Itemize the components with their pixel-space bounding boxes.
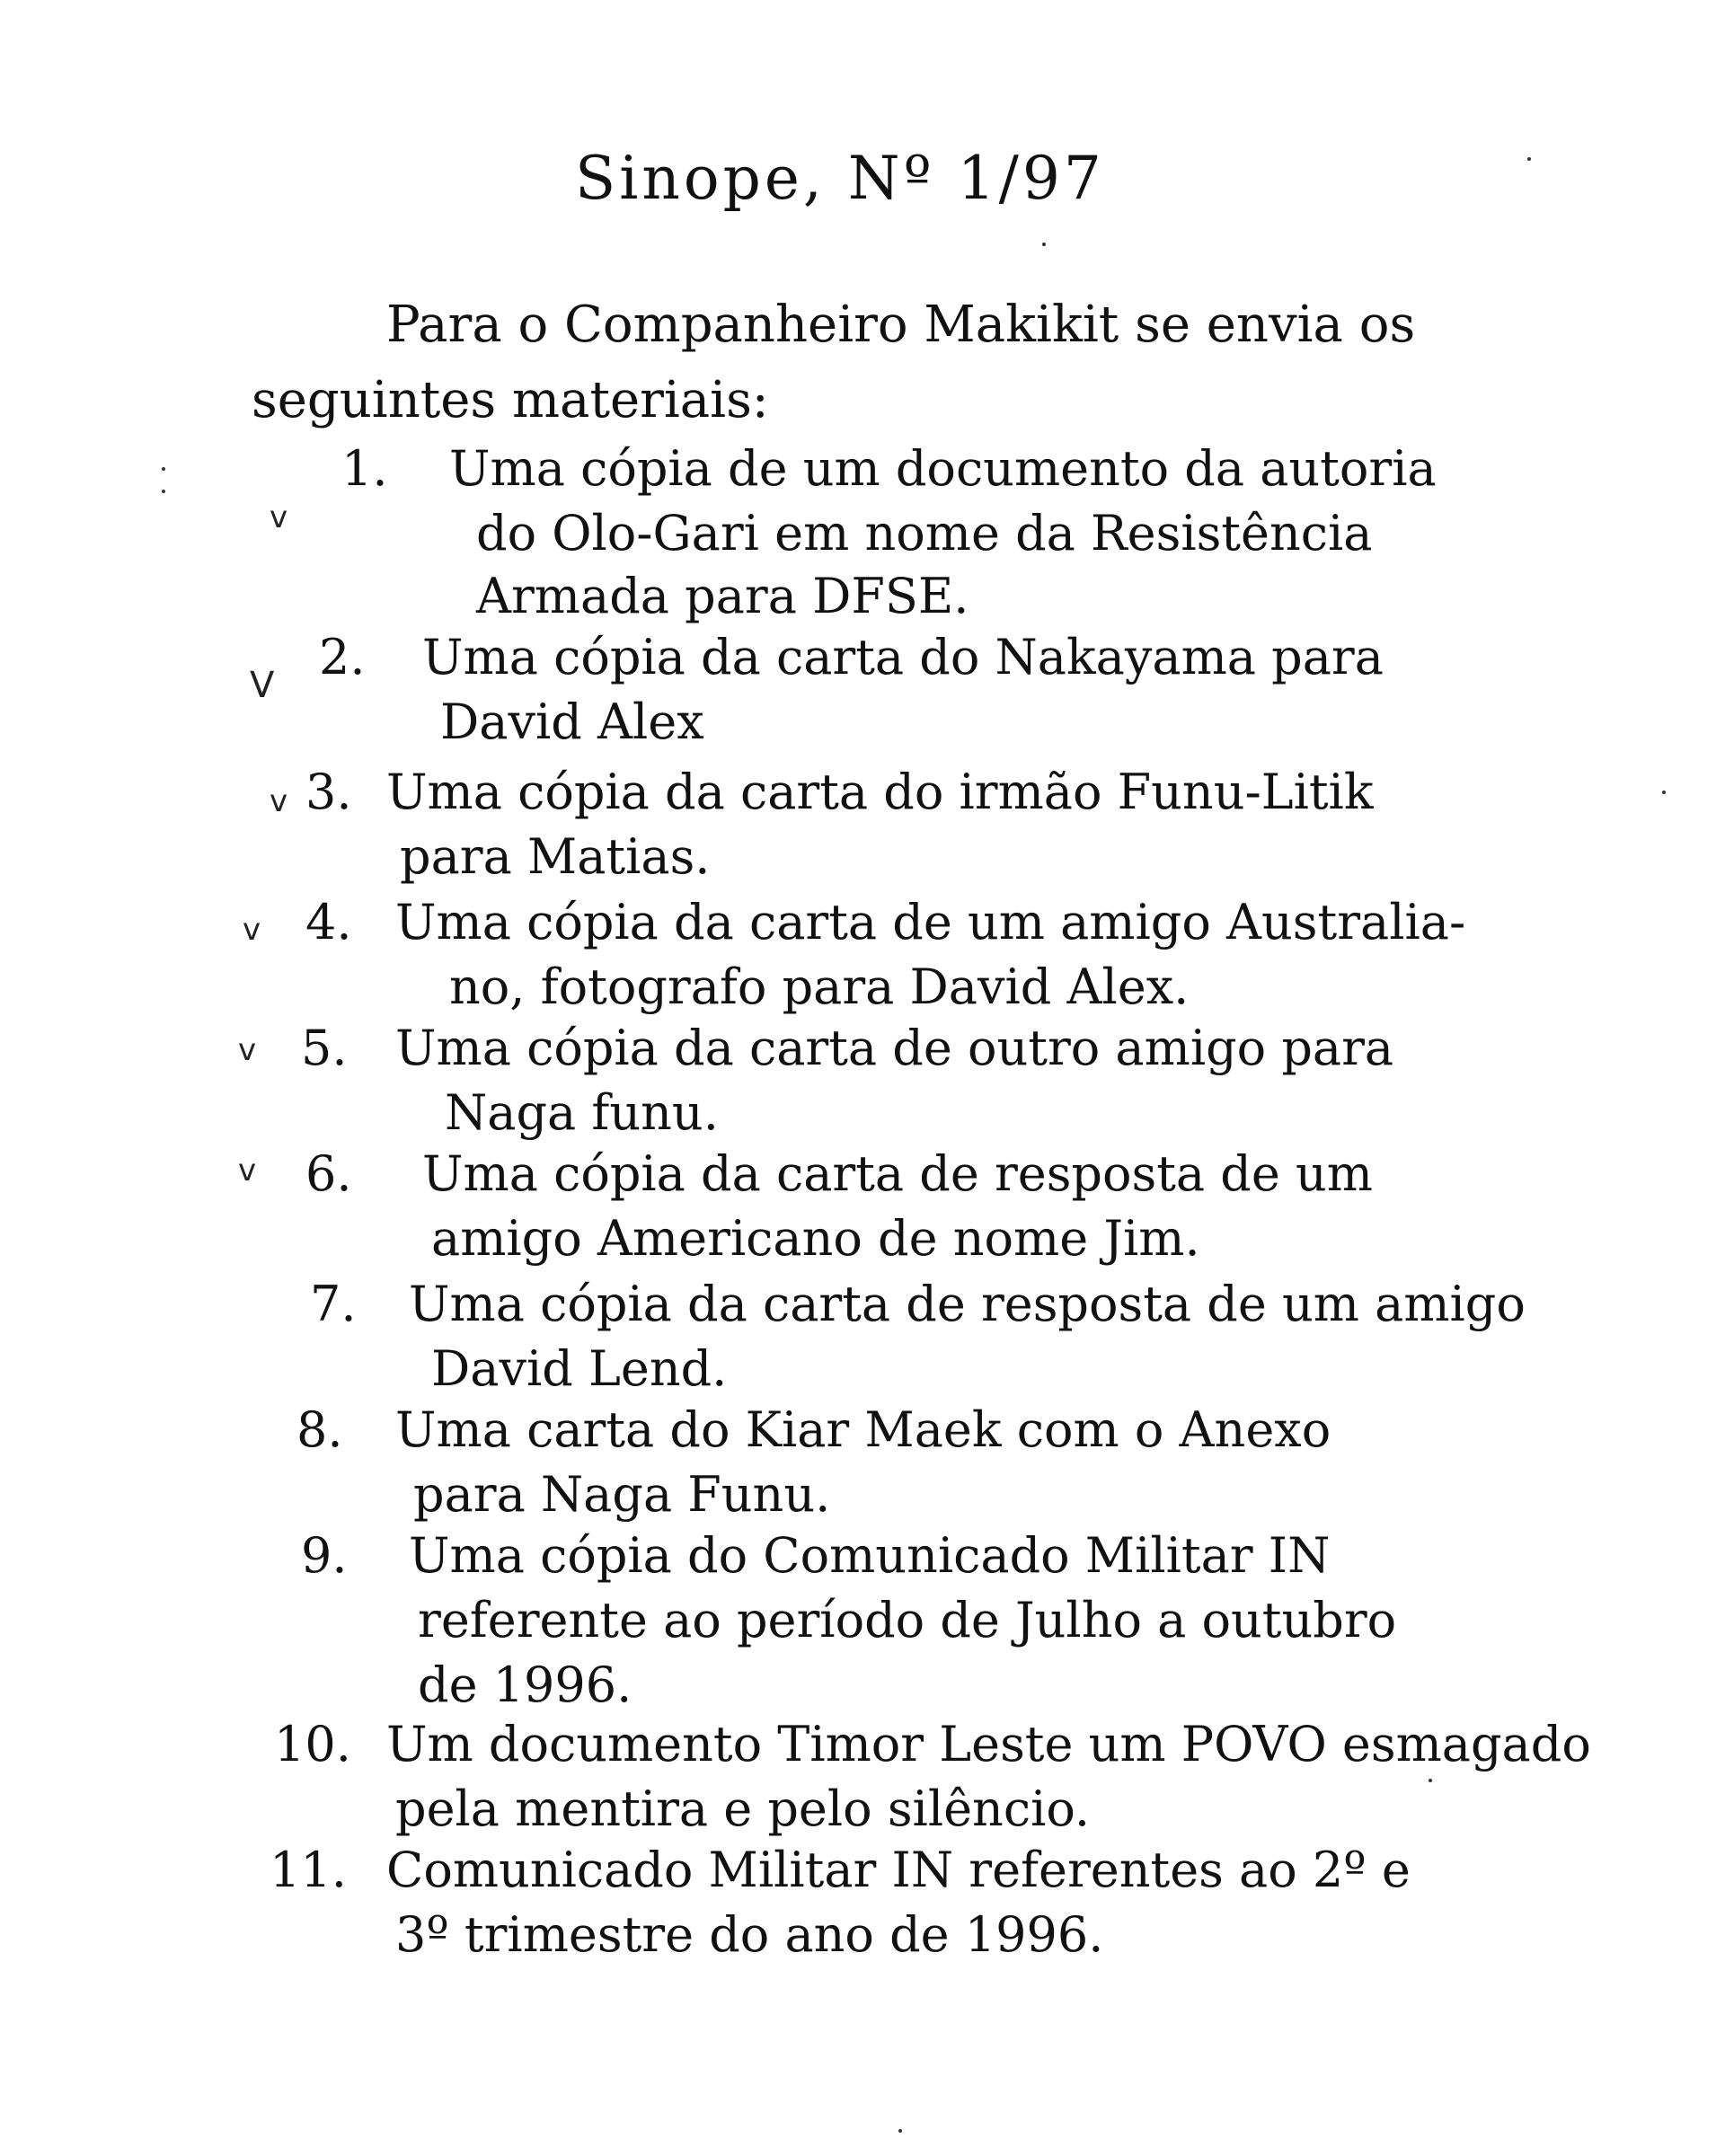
check-mark: V — [250, 665, 275, 706]
list-item-number: 11. — [270, 1842, 347, 1898]
list-item-line: Uma cópia da carta do irmão Funu-Litik — [386, 764, 1374, 820]
check-mark: v — [270, 783, 288, 819]
list-item-number: 5. — [301, 1020, 348, 1076]
check-mark: v — [238, 1153, 257, 1188]
list-item-number: 7. — [310, 1276, 357, 1332]
list-item-line: Uma cópia de um documento da autoria — [449, 440, 1437, 497]
list-item-line: para Matias. — [400, 828, 711, 885]
list-item-line: pela mentira e pelo silêncio. — [395, 1780, 1091, 1837]
list-item-line: Uma cópia da carta de resposta de um amigo — [409, 1276, 1526, 1332]
list-item-number: 1. — [341, 440, 388, 497]
scan-speck — [1662, 791, 1666, 794]
scan-speck — [162, 467, 165, 471]
list-item-line: Um documento Timor Leste um POVO esmagado — [386, 1716, 1591, 1772]
list-item-line: do Olo-Gari em nome da Resistência — [476, 505, 1373, 561]
list-item-line: David Alex — [440, 694, 704, 750]
list-item-line: Comunicado Militar IN referentes ao 2º e — [386, 1842, 1411, 1898]
intro-line-2: seguintes materiais: — [252, 371, 769, 429]
list-item-line: Armada para DFSE. — [476, 568, 969, 624]
list-item-line: Naga funu. — [445, 1084, 719, 1141]
scan-speck — [1527, 157, 1531, 161]
list-item-number: 3. — [305, 764, 352, 820]
list-item-line: Uma cópia do Comunicado Militar IN — [409, 1527, 1331, 1584]
list-item-line: amigo Americano de nome Jim. — [431, 1210, 1200, 1267]
intro-paragraph — [252, 287, 1635, 438]
list-item-number: 10. — [274, 1716, 351, 1772]
list-item-line: Uma carta do Kiar Maek com o Anexo — [395, 1401, 1331, 1458]
list-item-line: 3º trimestre do ano de 1996. — [395, 1906, 1104, 1963]
intro-line-1: Para o Companheiro Makikit se envia os — [386, 296, 1416, 354]
list-item-line: Uma cópia da carta do Nakayama para — [422, 629, 1384, 685]
scan-speck — [1429, 1779, 1432, 1782]
list-item-line: referente ao período de Julho a outubro — [418, 1592, 1397, 1648]
list-item-line: Uma cópia da carta de um amigo Australia- — [395, 894, 1466, 950]
check-mark: v — [243, 912, 261, 948]
document-title: Sinope, Nº 1/97 — [575, 144, 1105, 213]
list-item-number: 9. — [301, 1527, 348, 1584]
scan-speck — [898, 2129, 902, 2133]
list-item-line: David Lend. — [431, 1340, 728, 1397]
list-item-number: 4. — [305, 894, 352, 950]
check-mark: v — [270, 499, 288, 535]
list-item-line: Uma cópia da carta de outro amigo para — [395, 1020, 1394, 1076]
list-item-number: 8. — [296, 1401, 343, 1458]
list-item-line: de 1996. — [418, 1657, 632, 1713]
list-item-number: 6. — [305, 1145, 352, 1202]
scan-speck — [162, 490, 165, 493]
list-item-line: no, fotografo para David Alex. — [449, 959, 1190, 1015]
list-item-number: 2. — [319, 629, 366, 685]
check-mark: v — [238, 1032, 257, 1068]
list-item-line: Uma cópia da carta de resposta de um — [422, 1145, 1373, 1202]
list-item-line: para Naga Funu. — [413, 1466, 831, 1523]
scan-speck — [1042, 243, 1046, 246]
